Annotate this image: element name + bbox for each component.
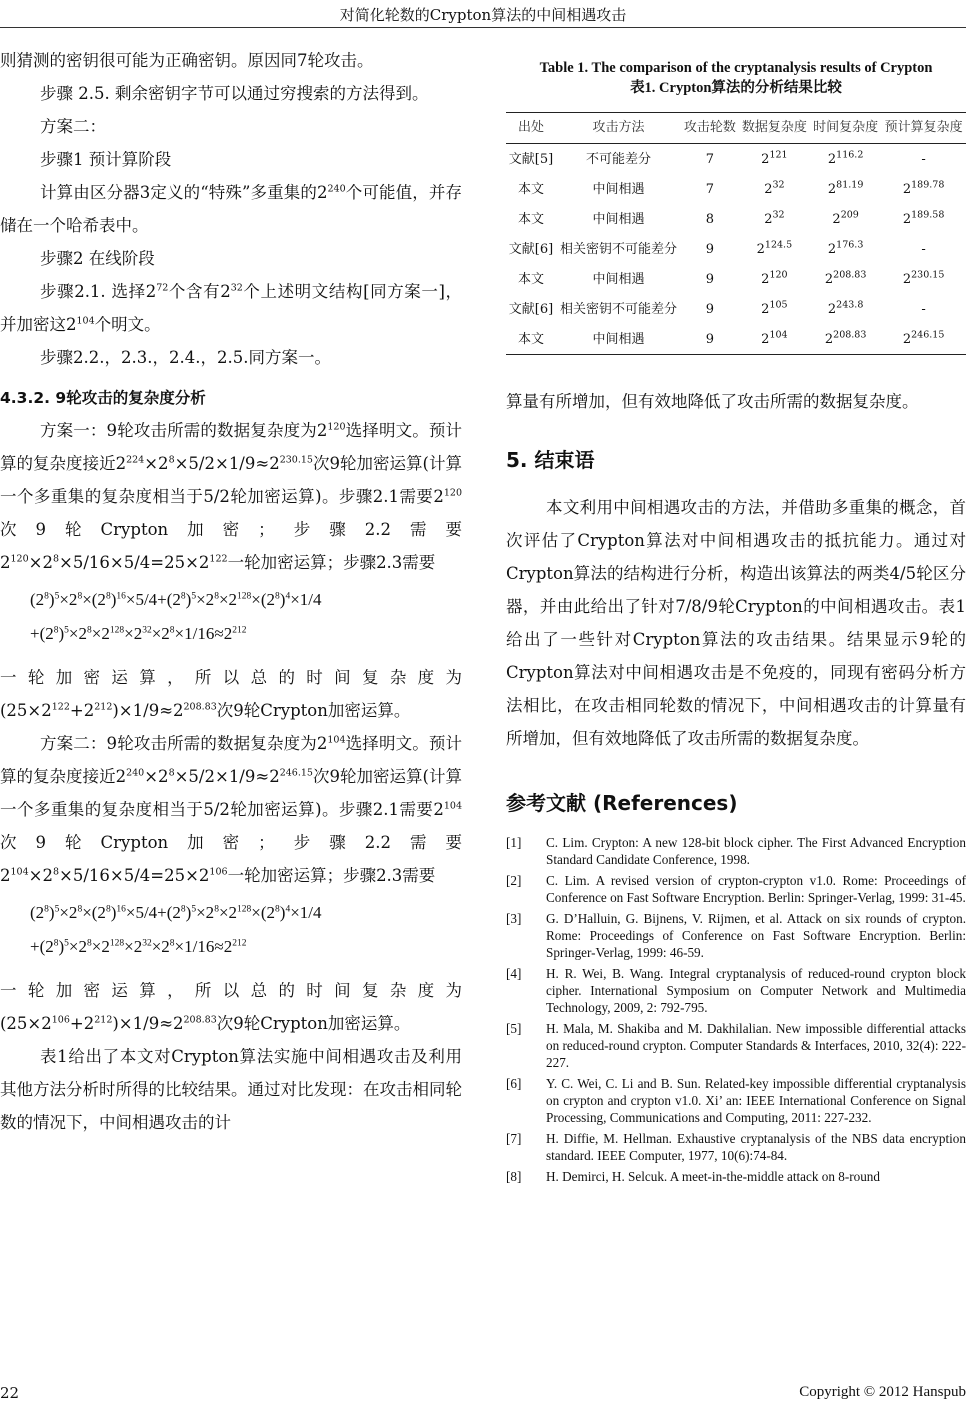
- table-header-cell: 出处: [506, 113, 556, 144]
- table-cell: 中间相遇: [592, 271, 645, 287]
- references-heading: 参考文献 (References): [506, 791, 738, 815]
- reference-text: H. R. Wei, B. Wang. Integral cryptanalysis of reduced-round crypton block cipher. International Symposium on Computer Network and Multimedia Technology, 2009, 2: 792-795.: [546, 966, 966, 1015]
- table-cell: 文献[5]: [508, 151, 554, 167]
- reference-number: [2]: [506, 873, 522, 888]
- paragraph: 步骤1 预计算阶段: [40, 150, 172, 169]
- equation: $(2^8)^5\times 2^8\times(2^8)^{16}\times 5/4+(2^8)^5\times 2^8\times 2^{128}\times(2^8)^4\times 1/4$ $+(2^8)^5\times 2^8\times 2^{128}\times 2^{32}\times 2^8\times 1/16\approx 2^{212}$: [30, 903, 322, 956]
- reference-text: Y. C. Wei, C. Li and B. Sun. Related-key impossible differential cryptanalysis on crypton and crypton v1.0. Xi’ an: IEEE International Conference on Signal Processing, Communications and Computing, 2011: 227-232.: [546, 1076, 966, 1125]
- table-row: [506, 324, 966, 355]
- table-cell: $2^{105}$: [761, 299, 788, 317]
- paragraph: 本文利用中间相遇攻击的方法，并借助多重集的概念，首次评估了Crypton算法对中间相遇攻击的抵抗能力。通过对Crypton算法的结构进行分析，构造出该算法的两类4/5轮区分器，并由此给出了针对7/8/9轮Crypton的中间相遇攻击。表1给出了一些针对Crypton算法的攻击结果。结果显示9轮的Crypton算法对中间相遇攻击是不免疫的，同现有密码分析方法相比，在攻击相同轮数的情况下，中间相遇攻击的计算量有所增加，但有效地降低了攻击所需的数据复杂度。: [506, 498, 966, 748]
- reference-item: [506, 1168, 966, 1185]
- copyright: Copyright © 2012 Hanspub: [799, 1384, 966, 1400]
- table-cell: -: [921, 301, 926, 317]
- right-column: [506, 44, 966, 1189]
- page-number: 22: [0, 1384, 20, 1402]
- table-cell: 9: [705, 241, 714, 257]
- paragraph: 方案二：9轮攻击所需的数据复杂度为$2^{104}$选择明文。预计算的复杂度接近$2^{240}\times 2^8\times 5/2\times 1/9\approx 2^{246.15}$次9轮加密运算(计算一个多重集的复杂度相当于5/2轮加密运算)。步骤2.1需要$2^{104}$次9轮Crypton加密；步骤2.2需要$2^{104}\times 2^8\times 5/16\times 5/4=25\times 2^{106}$一轮加密运算；步骤2.3需要: [0, 734, 463, 885]
- reference-number: [4]: [506, 966, 522, 981]
- table-cell: $2^{230.15}$: [902, 269, 945, 287]
- table-cell: 本文: [517, 181, 544, 197]
- paragraph: 步骤2.1. 选择$2^{72}$个含有$2^{32}$个上述明文结构[同方案一]，并加密这$2^{104}$个明文。: [0, 282, 463, 334]
- table-cell: 本文: [517, 211, 544, 227]
- table-row: [506, 144, 966, 175]
- table-cell: $2^{121}$: [761, 149, 788, 167]
- reference-item: [506, 872, 966, 906]
- table-cell: $2^{104}$: [739, 324, 810, 355]
- table-cell: $2^{124.5}$: [756, 239, 793, 257]
- table-cell: 中间相遇: [556, 324, 681, 355]
- table-cell: $2^{81.19}$: [827, 179, 864, 197]
- reference-number: [5]: [506, 1021, 522, 1036]
- paragraph: 一轮加密运算，所以总的时间复杂度为$(25\times 2^{122}+2^{212})\times 1/9\approx 2^{208.83}$次9轮Crypton加密运算。: [0, 668, 462, 720]
- table-cell: $2^{32}$: [764, 179, 785, 197]
- section-heading: 4.3.2. 9轮攻击的复杂度分析: [0, 389, 206, 407]
- table-cell: $2^{189.58}$: [902, 209, 945, 227]
- paragraph: 则猜测的密钥很可能为正确密钥。原因同7轮攻击。: [0, 51, 374, 70]
- reference-text: G. D’Halluin, G. Bijnens, V. Rijmen, et al. Attack on six rounds of crypton. Rome: Proceedings of Conference on Fast Software Encryption. Berlin: Springer-Verlag, 1999: 46-59.: [546, 911, 966, 960]
- table-row: [506, 264, 966, 294]
- paragraph: 步骤2 在线阶段: [40, 249, 155, 268]
- running-header: 对简化轮数的Crypton算法的中间相遇攻击: [339, 6, 627, 24]
- paragraph: 计算由区分器3定义的“特殊”多重集的$2^{240}$个可能值，并存储在一个哈希表中。: [0, 183, 462, 235]
- header-divider: [0, 27, 966, 28]
- reference-text: H. Diffie, M. Hellman. Exhaustive cryptanalysis of the NBS data encryption standard. IEEE Computer, 1977, 10(6):74-84.: [546, 1131, 966, 1163]
- table-cell: $2^{209}$: [832, 209, 859, 227]
- table-cell: $2^{189.78}$: [902, 179, 945, 197]
- table-cell: 9: [705, 301, 714, 317]
- table-cell: $2^{246.15}$: [881, 324, 966, 355]
- table-cell: -: [921, 241, 926, 257]
- reference-text: H. Demirci, H. Selcuk. A meet-in-the-middle attack on 8-round: [546, 1169, 880, 1184]
- reference-number: [6]: [506, 1076, 522, 1091]
- equation: $(2^8)^5\times 2^8\times(2^8)^{16}\times 5/4+(2^8)^5\times 2^8\times 2^{128}\times(2^8)^4\times 1/4$ $+(2^8)^5\times 2^8\times 2^{128}\times 2^{32}\times 2^8\times 1/16\approx 2^{212}$: [30, 590, 322, 643]
- reference-number: [7]: [506, 1131, 522, 1146]
- table-cell: $2^{120}$: [761, 269, 788, 287]
- table-cell: 9: [705, 271, 714, 287]
- paragraph: 步骤 2.5. 剩余密钥字节可以通过穷搜索的方法得到。: [40, 84, 429, 103]
- paragraph: 一轮加密运算，所以总的时间复杂度为$(25\times 2^{106}+2^{212})\times 1/9\approx 2^{208.83}$次9轮Crypton加密运算。: [0, 981, 462, 1033]
- table-cell: 本文: [517, 271, 544, 287]
- table-cell: $2^{116.2}$: [827, 149, 864, 167]
- reference-number: [3]: [506, 911, 522, 926]
- table-cell: $2^{32}$: [764, 209, 785, 227]
- table-caption: Table 1. The comparison of the cryptanalysis results of Crypton 表1. Crypton算法的分析结果比较: [539, 60, 933, 96]
- table-row: [506, 234, 966, 264]
- reference-item: [506, 910, 966, 961]
- table-cell: 不可能差分: [585, 151, 651, 167]
- table-cell: 8: [705, 211, 714, 227]
- table-header-cell: 时间复杂度: [810, 113, 881, 144]
- paragraph: 表1给出了本文对Crypton算法实施中间相遇攻击及利用其他方法分析时所得的比较结果。通过对比发现：在攻击相同轮数的情况下，中间相遇攻击的计: [0, 1047, 462, 1132]
- paragraph: 步骤2.2.，2.3.，2.4.，2.5.同方案一。: [40, 348, 331, 367]
- paragraph: 方案二：: [40, 117, 106, 136]
- reference-text: C. Lim. A revised version of crypton-crypton v1.0. Rome: Proceedings of Conference on Fast Software Encryption. Berlin: Springer-Verlag, 1999: 31-45.: [546, 873, 966, 905]
- table-header-cell: 数据复杂度: [739, 113, 810, 144]
- reference-item: [506, 1130, 966, 1164]
- table-cell: 9: [681, 324, 739, 355]
- reference-item: [506, 1075, 966, 1126]
- table-cell: 相关密钥不可能差分: [559, 241, 677, 257]
- reference-item: [506, 965, 966, 1016]
- table-cell: $2^{208.83}$: [824, 269, 867, 287]
- reference-item: [506, 1020, 966, 1071]
- table-cell: 相关密钥不可能差分: [559, 301, 677, 317]
- table-cell: 本文: [506, 324, 556, 355]
- table-cell: 7: [705, 151, 714, 167]
- section-heading: 5. 结束语: [506, 448, 595, 472]
- paragraph: 方案一：9轮攻击所需的数据复杂度为$2^{120}$选择明文。预计算的复杂度接近$2^{224}\times 2^8\times 5/2\times 1/9\approx 2^{230.15}$次9轮加密运算(计算一个多重集的复杂度相当于5/2轮加密运算)。步骤2.1需要$2^{120}$次9轮Crypton加密；步骤2.2需要$2^{120}\times 2^8\times 5/16\times 5/4=25\times 2^{122}$一轮加密运算；步骤2.3需要: [0, 421, 463, 572]
- table-row: [506, 174, 966, 204]
- table-cell: 中间相遇: [592, 181, 645, 197]
- table-cell: 中间相遇: [592, 211, 645, 227]
- reference-item: [506, 834, 966, 868]
- reference-list: [506, 834, 966, 1185]
- table-cell: $2^{176.3}$: [827, 239, 864, 257]
- table-cell: 文献[6]: [508, 241, 554, 257]
- reference-text: H. Mala, M. Shakiba and M. Dakhilalian. New impossible differential attacks on reduced-round crypton. Computer Standards & Interfaces, 2010, 32(4): 222-227.: [546, 1021, 966, 1070]
- reference-number: [8]: [506, 1169, 522, 1184]
- table-row: [506, 204, 966, 234]
- table-header-cell: 攻击轮数: [681, 113, 739, 144]
- table-row: [506, 294, 966, 324]
- left-column: [0, 44, 462, 1139]
- reference-number: [1]: [506, 835, 522, 850]
- table-cell: $2^{208.83}$: [810, 324, 881, 355]
- table-cell: $2^{243.8}$: [827, 299, 864, 317]
- table-header-cell: 攻击方法: [556, 113, 681, 144]
- table-cell: 7: [705, 181, 714, 197]
- table-cell: -: [921, 151, 926, 167]
- comparison-table: [506, 112, 966, 355]
- table-header-cell: 预计算复杂度: [881, 113, 966, 144]
- table-cell: 文献[6]: [508, 301, 554, 317]
- reference-text: C. Lim. Crypton: A new 128-bit block cipher. The First Advanced Encryption Standard Candidate Conference, 1998.: [546, 835, 966, 867]
- paragraph: 算量有所增加，但有效地降低了攻击所需的数据复杂度。: [506, 392, 919, 411]
